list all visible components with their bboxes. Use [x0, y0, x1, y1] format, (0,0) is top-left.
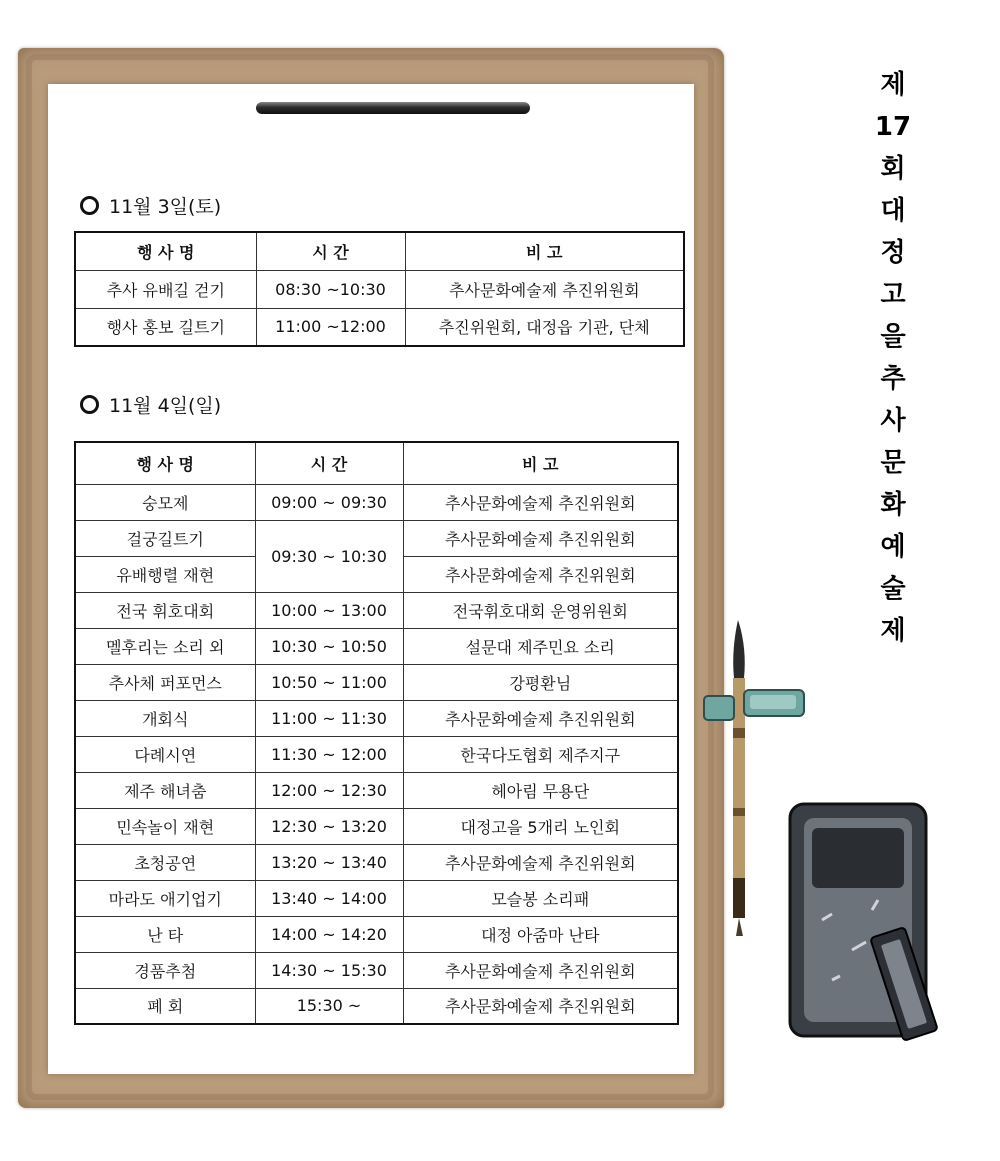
circle-bullet-icon: [80, 395, 99, 414]
event-cell: 전국 휘호대회: [75, 592, 255, 628]
header-time: 시 간: [256, 232, 405, 270]
vertical-festival-title: [864, 72, 922, 660]
time-cell: 09:00 ~ 09:30: [255, 484, 403, 520]
day2-schedule-table: [74, 441, 679, 1025]
event-cell: 개회식: [75, 700, 255, 736]
title-char: 술: [880, 574, 906, 604]
table-row: [75, 772, 678, 808]
table-row: [75, 664, 678, 700]
title-char: 문: [880, 448, 906, 478]
event-cell: 마라도 애기업기: [75, 880, 255, 916]
binder-clip-bar: [256, 102, 530, 114]
day2-heading: [80, 391, 221, 418]
event-cell: 민속놀이 재현: [75, 808, 255, 844]
day1-heading-text: 11월 3일(토): [109, 196, 222, 218]
time-cell: 12:00 ~ 12:30: [255, 772, 403, 808]
header-note: 비 고: [405, 232, 684, 270]
table-row: [75, 736, 678, 772]
circle-bullet-icon: [80, 196, 99, 215]
day1-schedule-table: [74, 231, 685, 347]
note-cell: 추사문화예술제 추진위원회: [403, 952, 678, 988]
note-cell: 추사문화예술제 추진위원회: [403, 520, 678, 556]
event-cell: 유배행렬 재현: [75, 556, 255, 592]
note-cell: 추사문화예술제 추진위원회: [403, 484, 678, 520]
time-cell: 10:30 ~ 10:50: [255, 628, 403, 664]
time-cell: 11:00 ~12:00: [256, 308, 405, 346]
event-cell: 초청공연: [75, 844, 255, 880]
note-cell: 헤아림 무용단: [403, 772, 678, 808]
title-char: 대: [880, 196, 906, 226]
header-time: 시 간: [255, 442, 403, 484]
table-row: [75, 308, 684, 346]
title-char: 을: [880, 322, 906, 352]
time-cell: 13:40 ~ 14:00: [255, 880, 403, 916]
table-header-row: [75, 232, 684, 270]
day1-heading: [80, 192, 221, 219]
event-cell: 걸궁길트기: [75, 520, 255, 556]
time-cell: 14:30 ~ 15:30: [255, 952, 403, 988]
time-cell: 13:20 ~ 13:40: [255, 844, 403, 880]
time-cell: 15:30 ~: [255, 988, 403, 1024]
note-cell: 추사문화예술제 추진위원회: [403, 700, 678, 736]
header-event: 행 사 명: [75, 232, 256, 270]
event-cell: 추사체 퍼포먼스: [75, 664, 255, 700]
event-cell: 제주 해녀춤: [75, 772, 255, 808]
note-cell: 추사문화예술제 추진위원회: [405, 270, 684, 308]
title-char: 사: [880, 406, 906, 436]
header-event: 행 사 명: [75, 442, 255, 484]
title-char: 추: [880, 364, 906, 394]
title-char: 예: [880, 532, 906, 562]
time-cell: 10:00 ~ 13:00: [255, 592, 403, 628]
title-char: 제: [880, 70, 906, 100]
event-cell: 추사 유배길 걷기: [75, 270, 256, 308]
table-row: [75, 520, 678, 556]
event-cell: 숭모제: [75, 484, 255, 520]
title-char: 제: [880, 616, 906, 646]
note-cell: 설문대 제주민요 소리: [403, 628, 678, 664]
time-cell: 08:30 ~10:30: [256, 270, 405, 308]
table-row: [75, 952, 678, 988]
event-cell: 폐 회: [75, 988, 255, 1024]
title-char: 17: [874, 112, 912, 142]
table-row: [75, 484, 678, 520]
note-cell: 추사문화예술제 추진위원회: [403, 556, 678, 592]
time-cell: 11:30 ~ 12:00: [255, 736, 403, 772]
note-cell: 모슬봉 소리패: [403, 880, 678, 916]
table-header-row: [75, 442, 678, 484]
note-cell: 대정 아줌마 난타: [403, 916, 678, 952]
time-cell: 10:50 ~ 11:00: [255, 664, 403, 700]
title-char: 화: [880, 490, 906, 520]
note-cell: 추사문화예술제 추진위원회: [403, 988, 678, 1024]
note-cell: 추사문화예술제 추진위원회: [403, 844, 678, 880]
day2-heading-text: 11월 4일(일): [109, 395, 222, 417]
table-row: [75, 270, 684, 308]
note-cell: 추진위원회, 대정읍 기관, 단체: [405, 308, 684, 346]
inkstone-icon: [782, 800, 958, 1046]
time-cell: 14:00 ~ 14:20: [255, 916, 403, 952]
note-cell: 한국다도협회 제주지구: [403, 736, 678, 772]
note-cell: 전국휘호대회 운영위원회: [403, 592, 678, 628]
title-char: 정: [880, 238, 906, 268]
event-cell: 행사 홍보 길트기: [75, 308, 256, 346]
table-row: [75, 916, 678, 952]
event-cell: 경품추첨: [75, 952, 255, 988]
title-char: 회: [880, 154, 906, 184]
header-note: 비 고: [403, 442, 678, 484]
event-cell: 난 타: [75, 916, 255, 952]
time-cell: 09:30 ~ 10:30: [255, 520, 403, 592]
time-cell: 11:00 ~ 11:30: [255, 700, 403, 736]
table-row: [75, 592, 678, 628]
table-row: [75, 844, 678, 880]
event-cell: 다례시연: [75, 736, 255, 772]
table-row: [75, 880, 678, 916]
table-row: [75, 988, 678, 1024]
title-char: 고: [880, 280, 906, 310]
event-cell: 멜후리는 소리 외: [75, 628, 255, 664]
time-cell: 12:30 ~ 13:20: [255, 808, 403, 844]
table-row: [75, 700, 678, 736]
table-row: [75, 628, 678, 664]
table-row: [75, 808, 678, 844]
note-cell: 강평환님: [403, 664, 678, 700]
note-cell: 대정고을 5개리 노인회: [403, 808, 678, 844]
